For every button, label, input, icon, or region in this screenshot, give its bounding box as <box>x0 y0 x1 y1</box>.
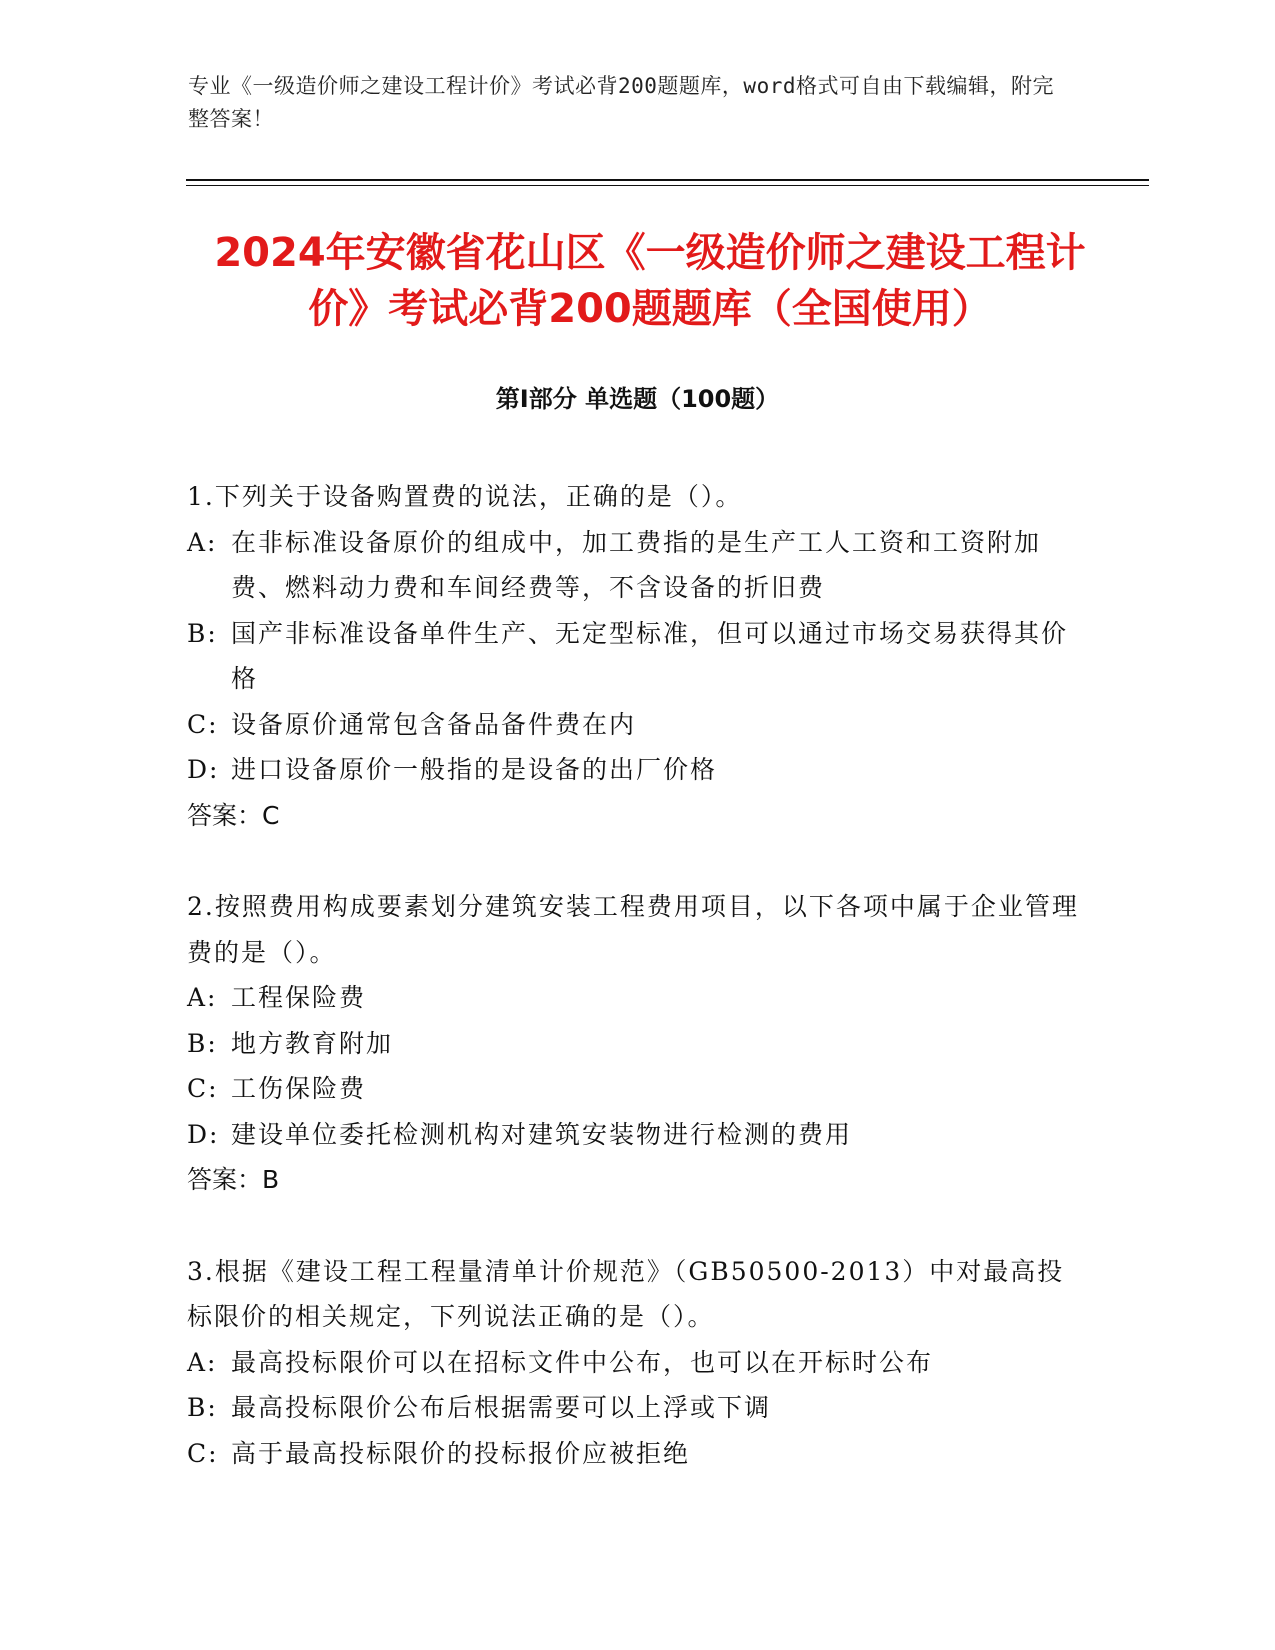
option-text: 国产非标准设备单件生产、无定型标准，但可以通过市场交易获得其价格 <box>231 618 1069 693</box>
option-key: A: <box>187 983 218 1012</box>
option-b <box>187 1021 1087 1067</box>
option-text: 在非标准设备原价的组成中，加工费指的是生产工人工资和工资附加费、燃料动力费和车间经费等，不含设备的折旧费 <box>231 527 1042 602</box>
option-key: A: <box>187 1347 218 1377</box>
option-key: C: <box>187 709 219 739</box>
option-d <box>187 1112 1087 1158</box>
option-text: 进口设备原价一般指的是设备的出厂价格 <box>231 755 718 784</box>
header-divider-thick <box>186 179 1149 181</box>
option-a <box>187 1340 1087 1386</box>
question-3 <box>187 1249 1087 1477</box>
question-stem: 1.下列关于设备购置费的说法，正确的是（）。 <box>187 482 743 511</box>
option-text: 地方教育附加 <box>231 1028 394 1058</box>
question-1 <box>187 474 1087 838</box>
option-key: A: <box>187 527 218 557</box>
option-key: B: <box>187 1393 218 1422</box>
option-key: D: <box>187 755 220 784</box>
option-c <box>187 702 1087 748</box>
option-c <box>187 1431 1087 1477</box>
header-note: 专业《一级造价师之建设工程计价》考试必背200题题库，word格式可自由下载编辑，附完整答案！ <box>188 74 1054 131</box>
option-b <box>187 611 1087 702</box>
option-text: 最高投标限价可以在招标文件中公布，也可以在开标时公布 <box>231 1347 934 1377</box>
section-heading: 第Ⅰ部分 单选题（100题） <box>495 385 780 413</box>
question-stem: 2.按照费用构成要素划分建筑安装工程费用项目，以下各项中属于企业管理费的是（）。 <box>187 892 1079 967</box>
option-text: 最高投标限价公布后根据需要可以上浮或下调 <box>231 1393 772 1422</box>
option-key: B: <box>187 1028 218 1058</box>
option-a <box>187 975 1087 1021</box>
option-text: 工程保险费 <box>231 983 367 1012</box>
option-text: 工伤保险费 <box>231 1074 367 1103</box>
answer-line: 答案：B <box>187 1165 280 1194</box>
option-c <box>187 1066 1087 1112</box>
question-stem: 3.根据《建设工程工程量清单计价规范》（GB50500-2013）中对最高投标限价的相关规定，下列说法正确的是（）。 <box>187 1256 1065 1331</box>
answer-line: 答案：C <box>187 800 280 830</box>
question-list <box>187 474 1087 1522</box>
option-key: B: <box>187 618 218 648</box>
option-a <box>187 520 1087 611</box>
header-divider-thin <box>186 185 1149 186</box>
option-b <box>187 1385 1087 1431</box>
question-2 <box>187 884 1087 1203</box>
option-text: 设备原价通常包含备品备件费在内 <box>231 709 637 739</box>
document-title: 2024年安徽省花山区《一级造价师之建设工程计价》考试必背200题题库（全国使用） <box>214 230 1086 332</box>
option-d <box>187 747 1087 793</box>
option-text: 高于最高投标限价的投标报价应被拒绝 <box>231 1438 691 1468</box>
option-key: C: <box>187 1438 219 1468</box>
option-text: 建设单位委托检测机构对建筑安装物进行检测的费用 <box>231 1119 853 1149</box>
option-key: C: <box>187 1074 219 1103</box>
option-key: D: <box>187 1119 220 1149</box>
